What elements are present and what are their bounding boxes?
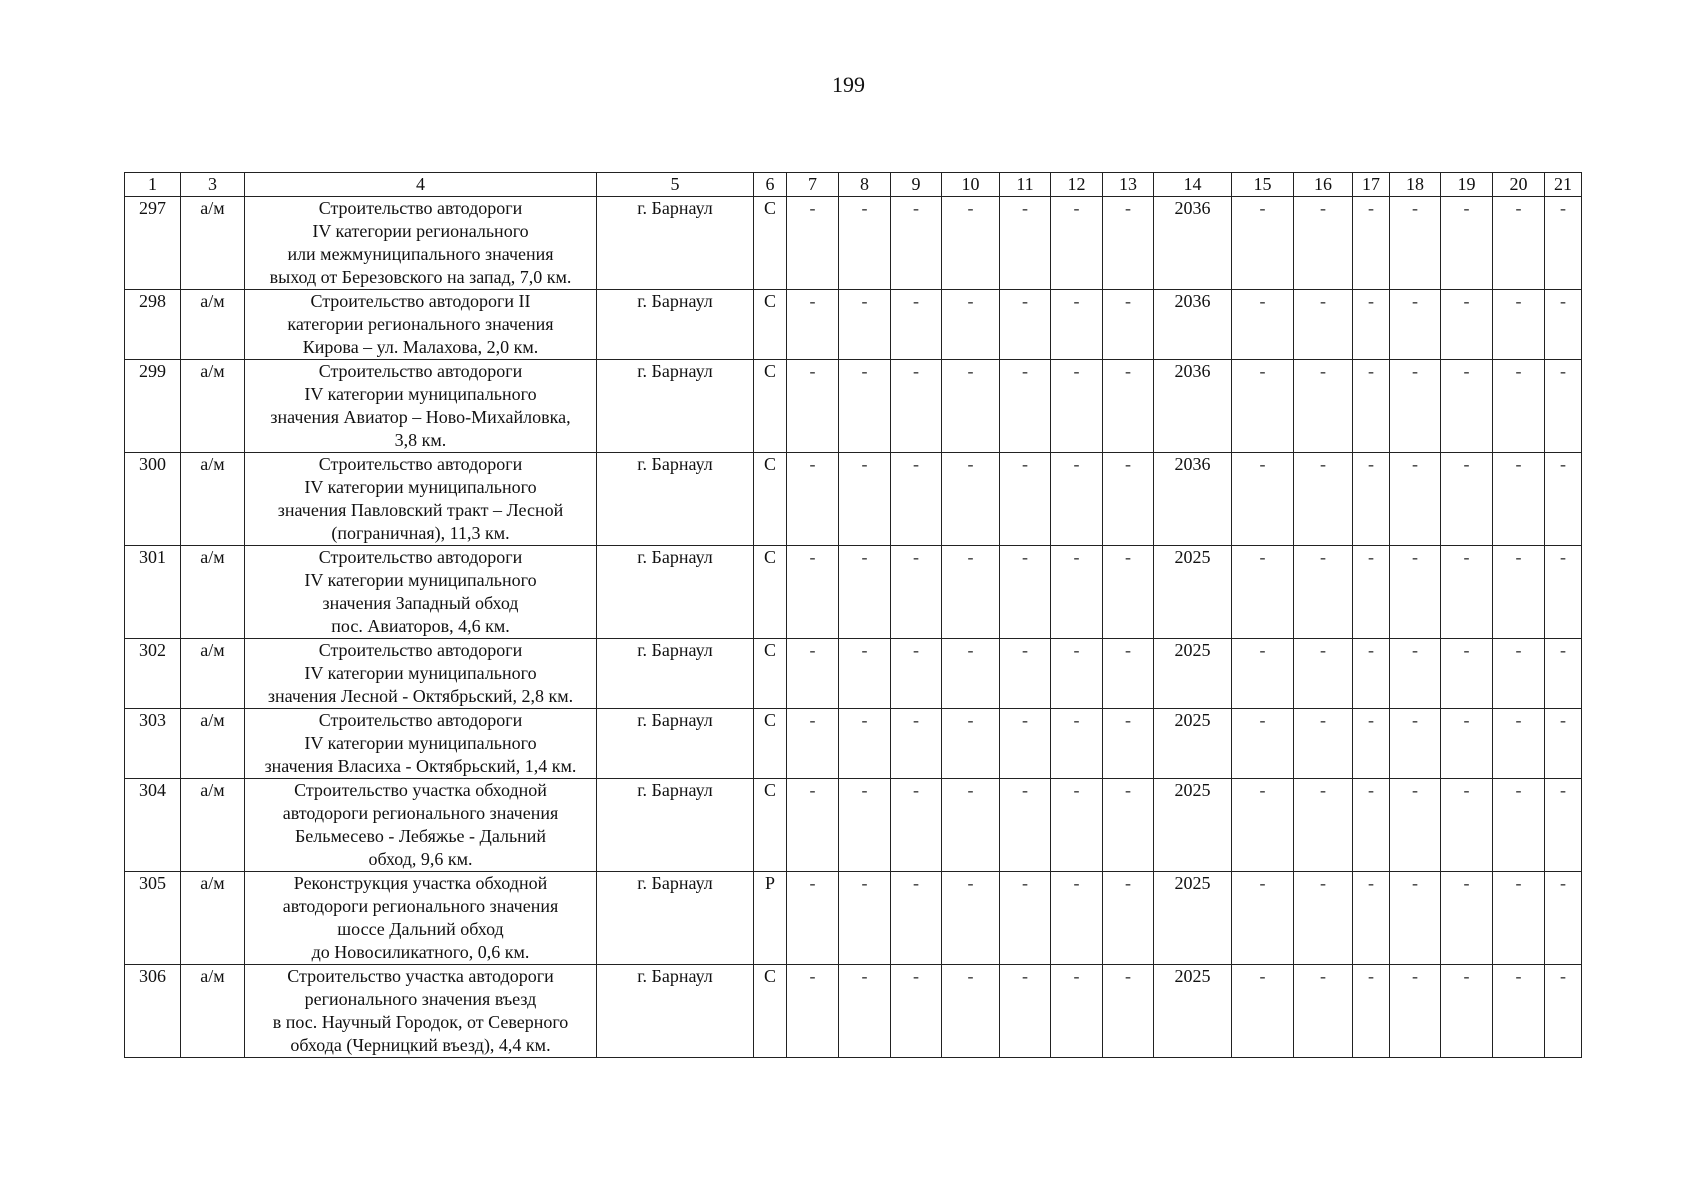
object-type: а/м xyxy=(181,360,245,453)
cell-col12: - xyxy=(1051,290,1103,360)
column-header: 19 xyxy=(1441,173,1493,197)
cell-col19: - xyxy=(1441,546,1493,639)
cell-col17: - xyxy=(1353,965,1390,1058)
page-number: 199 xyxy=(832,72,865,97)
object-type: а/м xyxy=(181,639,245,709)
cell-col21: - xyxy=(1545,872,1582,965)
cell-col7: - xyxy=(787,709,839,779)
cell-col15: - xyxy=(1232,197,1294,290)
object-location: г. Барнаул xyxy=(597,639,754,709)
cell-col15: - xyxy=(1232,779,1294,872)
cell-col7: - xyxy=(787,779,839,872)
cell-col10: - xyxy=(942,453,1000,546)
column-header: 16 xyxy=(1294,173,1353,197)
cell-col17: - xyxy=(1353,360,1390,453)
cell-col11: - xyxy=(1000,453,1051,546)
table-row xyxy=(125,546,1582,639)
cell-col18: - xyxy=(1390,360,1441,453)
cell-col17: - xyxy=(1353,709,1390,779)
cell-col19: - xyxy=(1441,872,1493,965)
cell-col16: - xyxy=(1294,197,1353,290)
cell-year: 2036 xyxy=(1154,360,1232,453)
cell-col10: - xyxy=(942,546,1000,639)
cell-col8: - xyxy=(839,290,891,360)
cell-col8: - xyxy=(839,453,891,546)
cell-col13: - xyxy=(1103,290,1154,360)
cell-col19: - xyxy=(1441,197,1493,290)
cell-col8: - xyxy=(839,709,891,779)
row-number: 299 xyxy=(125,360,181,453)
cell-col19: - xyxy=(1441,779,1493,872)
row-number: 306 xyxy=(125,965,181,1058)
cell-col17: - xyxy=(1353,197,1390,290)
cell-col21: - xyxy=(1545,709,1582,779)
cell-col18: - xyxy=(1390,779,1441,872)
cell-col7: - xyxy=(787,639,839,709)
cell-col21: - xyxy=(1545,546,1582,639)
cell-col16: - xyxy=(1294,546,1353,639)
column-header: 20 xyxy=(1493,173,1545,197)
object-type: а/м xyxy=(181,197,245,290)
cell-col8: - xyxy=(839,360,891,453)
cell-col11: - xyxy=(1000,965,1051,1058)
cell-col8: - xyxy=(839,639,891,709)
object-type: а/м xyxy=(181,779,245,872)
cell-col18: - xyxy=(1390,453,1441,546)
column-header: 21 xyxy=(1545,173,1582,197)
cell-col7: - xyxy=(787,290,839,360)
cell-col9: - xyxy=(891,779,942,872)
column-header: 13 xyxy=(1103,173,1154,197)
table-row xyxy=(125,197,1582,290)
cell-col20: - xyxy=(1493,546,1545,639)
cell-col15: - xyxy=(1232,639,1294,709)
table-row xyxy=(125,872,1582,965)
object-location: г. Барнаул xyxy=(597,360,754,453)
cell-col15: - xyxy=(1232,872,1294,965)
cell-col11: - xyxy=(1000,360,1051,453)
cell-col8: - xyxy=(839,546,891,639)
column-header: 8 xyxy=(839,173,891,197)
cell-col20: - xyxy=(1493,290,1545,360)
object-type: а/м xyxy=(181,965,245,1058)
table-row xyxy=(125,290,1582,360)
object-location: г. Барнаул xyxy=(597,872,754,965)
row-number: 297 xyxy=(125,197,181,290)
table-row xyxy=(125,639,1582,709)
cell-col18: - xyxy=(1390,197,1441,290)
object-description: Строительство автодороги IV категории муниципального значения Западный обход пос. Авиаторов, 4,6 км. xyxy=(245,546,597,639)
cell-col9: - xyxy=(891,546,942,639)
cell-col7: - xyxy=(787,872,839,965)
cell-col13: - xyxy=(1103,709,1154,779)
work-code: С xyxy=(754,639,787,709)
cell-col9: - xyxy=(891,709,942,779)
row-number: 298 xyxy=(125,290,181,360)
row-number: 303 xyxy=(125,709,181,779)
cell-col13: - xyxy=(1103,197,1154,290)
work-code: С xyxy=(754,290,787,360)
object-location: г. Барнаул xyxy=(597,709,754,779)
cell-col18: - xyxy=(1390,639,1441,709)
column-header: 3 xyxy=(181,173,245,197)
object-type: а/м xyxy=(181,709,245,779)
cell-col17: - xyxy=(1353,453,1390,546)
object-description: Строительство участка обходной автодороги регионального значения Бельмесево - Лебяжье - Дальний обход, 9,6 км. xyxy=(245,779,597,872)
cell-col7: - xyxy=(787,360,839,453)
cell-col21: - xyxy=(1545,965,1582,1058)
cell-year: 2025 xyxy=(1154,546,1232,639)
cell-col10: - xyxy=(942,290,1000,360)
cell-col12: - xyxy=(1051,197,1103,290)
work-code: С xyxy=(754,965,787,1058)
cell-col12: - xyxy=(1051,546,1103,639)
cell-col17: - xyxy=(1353,546,1390,639)
cell-col13: - xyxy=(1103,453,1154,546)
row-number: 305 xyxy=(125,872,181,965)
cell-col9: - xyxy=(891,290,942,360)
table-row xyxy=(125,360,1582,453)
cell-col11: - xyxy=(1000,639,1051,709)
cell-col10: - xyxy=(942,360,1000,453)
cell-col13: - xyxy=(1103,965,1154,1058)
object-location: г. Барнаул xyxy=(597,197,754,290)
work-code: С xyxy=(754,779,787,872)
cell-col10: - xyxy=(942,872,1000,965)
cell-col11: - xyxy=(1000,779,1051,872)
object-description: Строительство автодороги IV категории регионального или межмуниципального значения выход от Березовского на запад, 7,0 км. xyxy=(245,197,597,290)
cell-col19: - xyxy=(1441,453,1493,546)
cell-col11: - xyxy=(1000,709,1051,779)
object-location: г. Барнаул xyxy=(597,965,754,1058)
cell-col13: - xyxy=(1103,639,1154,709)
cell-col20: - xyxy=(1493,197,1545,290)
cell-col12: - xyxy=(1051,779,1103,872)
cell-col20: - xyxy=(1493,872,1545,965)
column-header: 4 xyxy=(245,173,597,197)
object-description: Строительство автодороги II категории регионального значения Кирова – ул. Малахова, 2,0 км. xyxy=(245,290,597,360)
cell-col7: - xyxy=(787,453,839,546)
column-header: 5 xyxy=(597,173,754,197)
cell-year: 2025 xyxy=(1154,779,1232,872)
cell-col19: - xyxy=(1441,639,1493,709)
object-description: Строительство автодороги IV категории муниципального значения Павловский тракт – Лесной (пограничная), 11,3 км. xyxy=(245,453,597,546)
column-header: 14 xyxy=(1154,173,1232,197)
table-row xyxy=(125,453,1582,546)
cell-col19: - xyxy=(1441,709,1493,779)
cell-col7: - xyxy=(787,197,839,290)
cell-col20: - xyxy=(1493,779,1545,872)
column-header: 18 xyxy=(1390,173,1441,197)
cell-col17: - xyxy=(1353,872,1390,965)
table-row xyxy=(125,709,1582,779)
cell-col20: - xyxy=(1493,709,1545,779)
cell-col15: - xyxy=(1232,546,1294,639)
cell-col18: - xyxy=(1390,872,1441,965)
table-row xyxy=(125,779,1582,872)
cell-col9: - xyxy=(891,965,942,1058)
cell-col15: - xyxy=(1232,709,1294,779)
cell-col19: - xyxy=(1441,360,1493,453)
cell-col11: - xyxy=(1000,546,1051,639)
cell-col16: - xyxy=(1294,779,1353,872)
cell-col16: - xyxy=(1294,453,1353,546)
table-row xyxy=(125,965,1582,1058)
cell-col7: - xyxy=(787,546,839,639)
cell-col12: - xyxy=(1051,872,1103,965)
column-header: 9 xyxy=(891,173,942,197)
cell-col7: - xyxy=(787,965,839,1058)
cell-col9: - xyxy=(891,197,942,290)
cell-col17: - xyxy=(1353,779,1390,872)
cell-col16: - xyxy=(1294,360,1353,453)
cell-col9: - xyxy=(891,453,942,546)
object-location: г. Барнаул xyxy=(597,290,754,360)
cell-col13: - xyxy=(1103,546,1154,639)
cell-year: 2025 xyxy=(1154,872,1232,965)
cell-col20: - xyxy=(1493,639,1545,709)
cell-year: 2025 xyxy=(1154,709,1232,779)
column-header: 15 xyxy=(1232,173,1294,197)
cell-year: 2025 xyxy=(1154,639,1232,709)
cell-col10: - xyxy=(942,197,1000,290)
object-location: г. Барнаул xyxy=(597,546,754,639)
column-header: 6 xyxy=(754,173,787,197)
cell-col18: - xyxy=(1390,290,1441,360)
object-type: а/м xyxy=(181,546,245,639)
data-table xyxy=(124,172,1582,1058)
cell-col16: - xyxy=(1294,872,1353,965)
cell-year: 2036 xyxy=(1154,290,1232,360)
cell-col13: - xyxy=(1103,360,1154,453)
work-code: С xyxy=(754,197,787,290)
work-code: Р xyxy=(754,872,787,965)
cell-col10: - xyxy=(942,965,1000,1058)
cell-col12: - xyxy=(1051,965,1103,1058)
object-type: а/м xyxy=(181,872,245,965)
object-description: Строительство автодороги IV категории муниципального значения Лесной - Октябрьский, 2,8 км. xyxy=(245,639,597,709)
cell-col10: - xyxy=(942,779,1000,872)
row-number: 304 xyxy=(125,779,181,872)
cell-col13: - xyxy=(1103,779,1154,872)
column-header: 1 xyxy=(125,173,181,197)
object-description: Строительство автодороги IV категории муниципального значения Авиатор – Ново-Михайловка, 3,8 км. xyxy=(245,360,597,453)
cell-col19: - xyxy=(1441,290,1493,360)
cell-col20: - xyxy=(1493,360,1545,453)
cell-col15: - xyxy=(1232,965,1294,1058)
cell-col8: - xyxy=(839,197,891,290)
object-type: а/м xyxy=(181,290,245,360)
cell-col12: - xyxy=(1051,360,1103,453)
object-type: а/м xyxy=(181,453,245,546)
cell-col11: - xyxy=(1000,197,1051,290)
cell-col20: - xyxy=(1493,965,1545,1058)
cell-col21: - xyxy=(1545,779,1582,872)
cell-col18: - xyxy=(1390,965,1441,1058)
cell-col19: - xyxy=(1441,965,1493,1058)
cell-col9: - xyxy=(891,872,942,965)
cell-col16: - xyxy=(1294,639,1353,709)
row-number: 302 xyxy=(125,639,181,709)
cell-col15: - xyxy=(1232,290,1294,360)
row-number: 300 xyxy=(125,453,181,546)
cell-col21: - xyxy=(1545,639,1582,709)
cell-col11: - xyxy=(1000,872,1051,965)
cell-col21: - xyxy=(1545,197,1582,290)
cell-col15: - xyxy=(1232,453,1294,546)
cell-col12: - xyxy=(1051,639,1103,709)
cell-col9: - xyxy=(891,639,942,709)
cell-col11: - xyxy=(1000,290,1051,360)
cell-col16: - xyxy=(1294,709,1353,779)
object-location: г. Барнаул xyxy=(597,779,754,872)
cell-year: 2025 xyxy=(1154,965,1232,1058)
column-header: 12 xyxy=(1051,173,1103,197)
cell-col21: - xyxy=(1545,453,1582,546)
cell-col15: - xyxy=(1232,360,1294,453)
cell-col13: - xyxy=(1103,872,1154,965)
work-code: С xyxy=(754,546,787,639)
cell-year: 2036 xyxy=(1154,197,1232,290)
object-description: Строительство автодороги IV категории муниципального значения Власиха - Октябрьский, 1,4 км. xyxy=(245,709,597,779)
column-header: 10 xyxy=(942,173,1000,197)
cell-col9: - xyxy=(891,360,942,453)
column-header: 17 xyxy=(1353,173,1390,197)
header-row xyxy=(125,173,1582,197)
work-code: С xyxy=(754,709,787,779)
cell-col16: - xyxy=(1294,965,1353,1058)
cell-col16: - xyxy=(1294,290,1353,360)
cell-col18: - xyxy=(1390,709,1441,779)
cell-col20: - xyxy=(1493,453,1545,546)
cell-col8: - xyxy=(839,779,891,872)
column-header: 7 xyxy=(787,173,839,197)
object-description: Строительство участка автодороги регионального значения въезд в пос. Научный Городок, от Северного обхода (Черницкий въезд), 4,4 км. xyxy=(245,965,597,1058)
object-location: г. Барнаул xyxy=(597,453,754,546)
object-description: Реконструкция участка обходной автодороги регионального значения шоссе Дальний обход до Новосиликатного, 0,6 км. xyxy=(245,872,597,965)
cell-col12: - xyxy=(1051,709,1103,779)
cell-col18: - xyxy=(1390,546,1441,639)
work-code: С xyxy=(754,453,787,546)
cell-col8: - xyxy=(839,872,891,965)
cell-col10: - xyxy=(942,639,1000,709)
cell-col12: - xyxy=(1051,453,1103,546)
cell-col10: - xyxy=(942,709,1000,779)
cell-col17: - xyxy=(1353,639,1390,709)
work-code: С xyxy=(754,360,787,453)
cell-year: 2036 xyxy=(1154,453,1232,546)
cell-col21: - xyxy=(1545,360,1582,453)
cell-col17: - xyxy=(1353,290,1390,360)
row-number: 301 xyxy=(125,546,181,639)
column-header: 11 xyxy=(1000,173,1051,197)
cell-col8: - xyxy=(839,965,891,1058)
cell-col21: - xyxy=(1545,290,1582,360)
